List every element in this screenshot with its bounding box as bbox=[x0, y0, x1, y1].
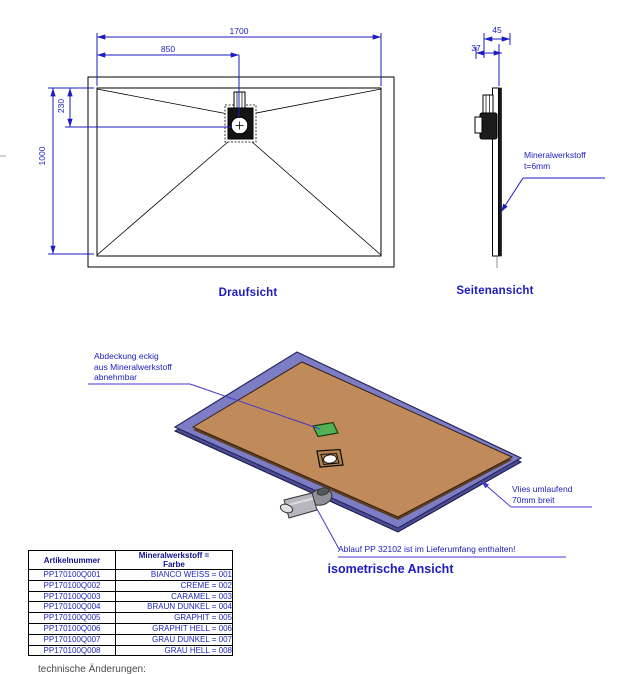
top-view-drawing bbox=[88, 77, 394, 267]
table-row bbox=[29, 591, 233, 602]
table-row bbox=[29, 634, 233, 645]
cover-label-line2: aus Mineralwerkstoff bbox=[94, 361, 172, 372]
material-note-line2: t=6mm bbox=[524, 160, 551, 171]
table-row bbox=[29, 623, 233, 634]
dim-text-850: 850 bbox=[160, 44, 176, 54]
article-color: CARAMEL = 003 bbox=[116, 591, 233, 602]
fleece-leader bbox=[481, 481, 511, 507]
fleece-label-line2: 70mm breit bbox=[512, 494, 555, 505]
article-number: PP170100Q003 bbox=[29, 591, 116, 602]
top-view-title: Draufsicht bbox=[218, 287, 278, 299]
header-col2-line2: Farbe bbox=[163, 560, 185, 569]
header-artikelnummer: Artikelnummer bbox=[29, 551, 116, 570]
table-row bbox=[29, 580, 233, 591]
table-row bbox=[29, 613, 233, 624]
article-color: BRAUN DUNKEL = 004 bbox=[116, 602, 233, 613]
fleece-label bbox=[512, 484, 572, 505]
article-color: GRAU DUNKEL = 007 bbox=[116, 634, 233, 645]
cover-label bbox=[94, 351, 172, 383]
iso-view-title: isometrische Ansicht bbox=[327, 562, 454, 576]
fleece-label-line1: Vlies umlaufend bbox=[512, 484, 573, 494]
dim-text-230: 230 bbox=[56, 98, 66, 114]
footer-partial-note: technische Änderungen: bbox=[38, 664, 146, 674]
drain-pipe-iso bbox=[279, 486, 333, 518]
header-col2-line1: Mineralwerkstoff = bbox=[138, 551, 210, 560]
article-number: PP170100Q002 bbox=[29, 580, 116, 591]
article-number: PP170100Q004 bbox=[29, 602, 116, 613]
table-header-row bbox=[29, 551, 233, 570]
cover-label-line1: Abdeckung eckig bbox=[94, 351, 159, 361]
side-view-title: Seitenansicht bbox=[456, 285, 534, 297]
article-number: PP170100Q005 bbox=[29, 613, 116, 624]
article-color: CREME = 002 bbox=[116, 580, 233, 591]
drain-hole-iso bbox=[317, 450, 343, 468]
article-color: GRAU HELL = 008 bbox=[116, 645, 233, 656]
article-color: GRAPHIT = 005 bbox=[116, 613, 233, 624]
header-mineralwerkstoff bbox=[116, 551, 233, 570]
material-note-line1: Mineralwerkstoff bbox=[524, 150, 586, 160]
table-row bbox=[29, 570, 233, 581]
cover-label-line3: abnehmbar bbox=[94, 372, 138, 382]
article-color: BIANCO WEISS = 001 bbox=[116, 570, 233, 581]
dim-text-45: 45 bbox=[492, 25, 502, 35]
drain-label: Ablauf PP 32102 ist im Lieferumfang enthalten! bbox=[338, 544, 516, 554]
material-note-leader bbox=[501, 178, 523, 212]
side-view-drawing bbox=[475, 88, 502, 268]
article-number: PP170100Q007 bbox=[29, 634, 116, 645]
article-color: GRAPHIT HELL = 006 bbox=[116, 623, 233, 634]
article-table bbox=[28, 550, 233, 656]
dim-text-1700: 1700 bbox=[229, 26, 249, 36]
iso-view-drawing bbox=[88, 352, 592, 557]
table-row bbox=[29, 602, 233, 613]
drain-leader bbox=[317, 509, 339, 549]
dim-text-1000: 1000 bbox=[37, 146, 47, 166]
article-number: PP170100Q006 bbox=[29, 623, 116, 634]
article-number: PP170100Q001 bbox=[29, 570, 116, 581]
side-mineral-sheet bbox=[499, 88, 502, 256]
material-note bbox=[524, 150, 586, 171]
table-row bbox=[29, 645, 233, 656]
article-number: PP170100Q008 bbox=[29, 645, 116, 656]
dim-text-37: 37 bbox=[471, 43, 481, 53]
